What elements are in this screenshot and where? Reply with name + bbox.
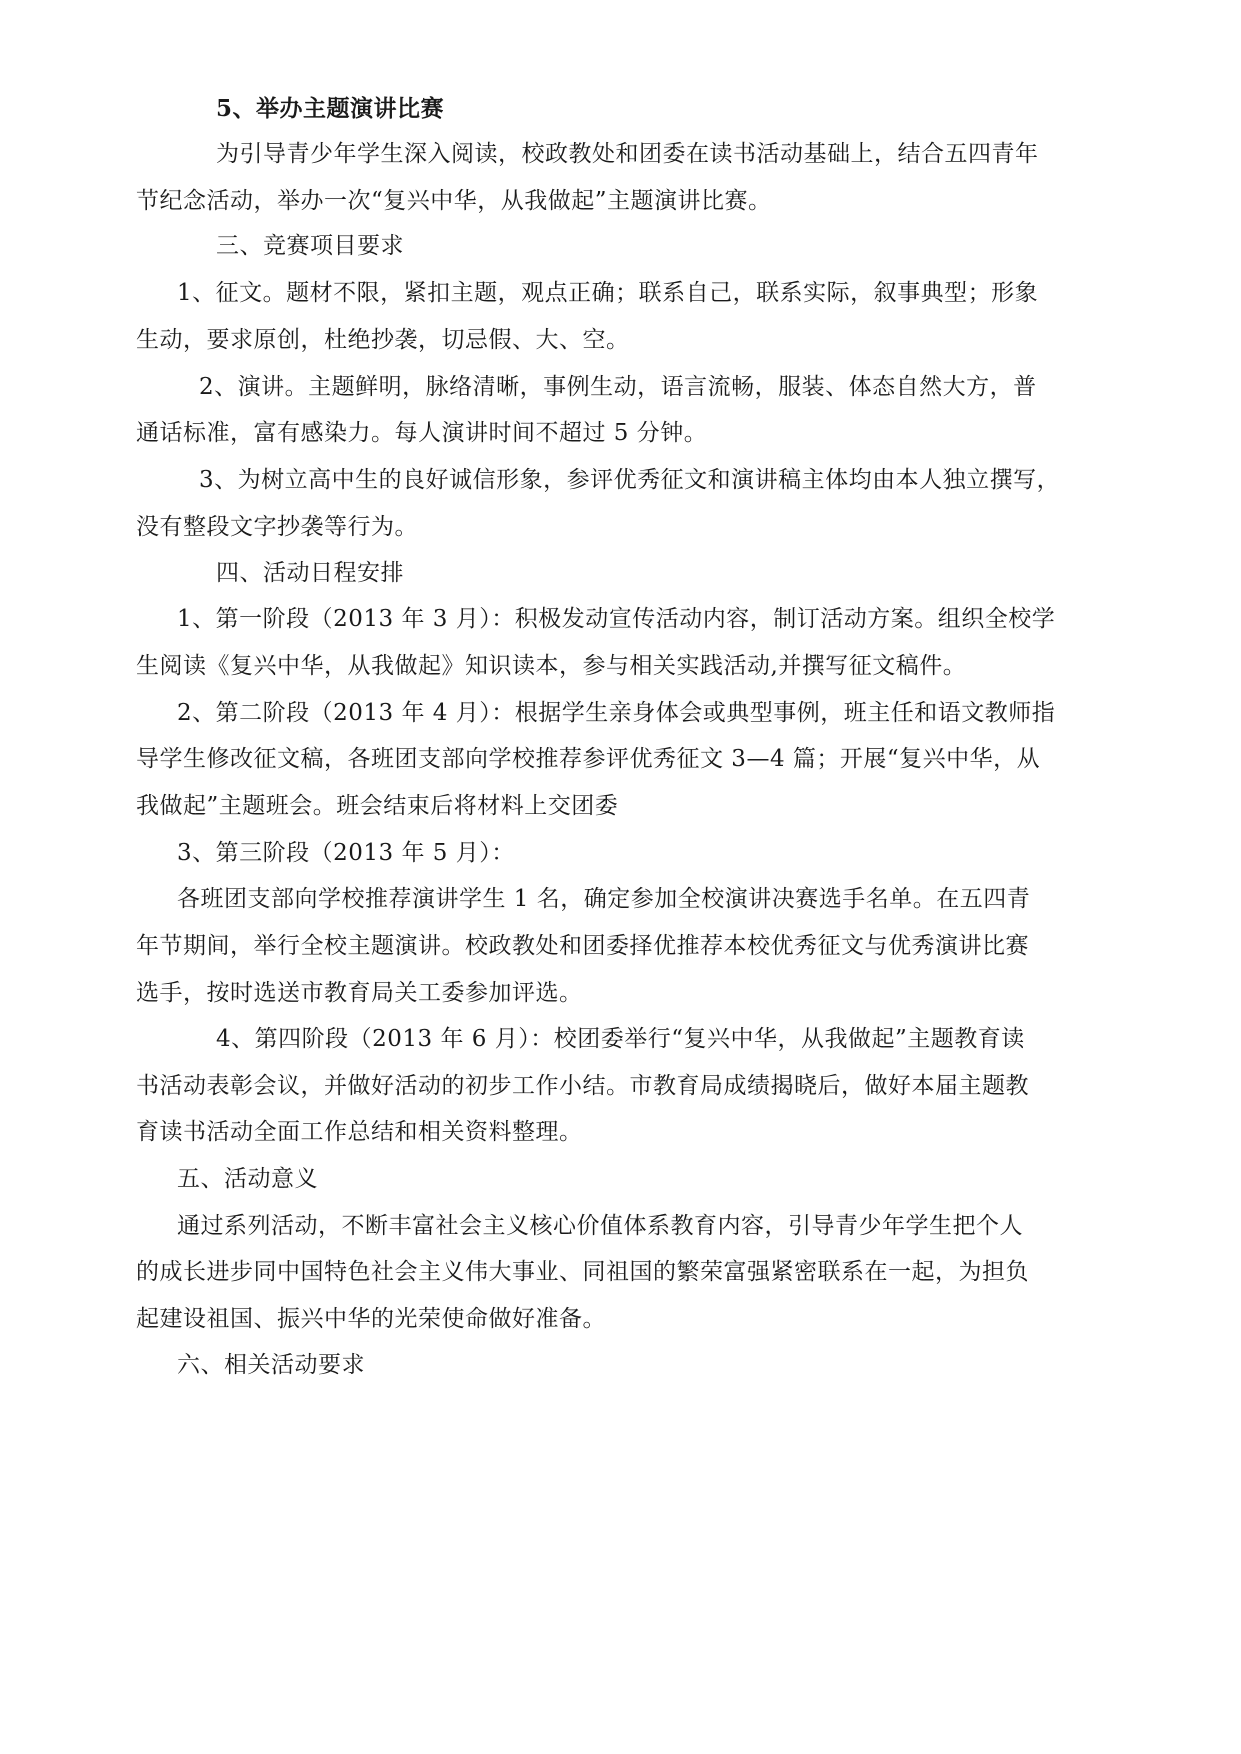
paragraph-line: 书活动表彰会议，并做好活动的初步工作小结。市教育局成绩揭晓后，做好本届主题教 [136,1073,1029,1099]
paragraph-line: 起建设祖国、振兴中华的光荣使命做好准备。 [136,1306,606,1332]
paragraph-line: 4、第四阶段（2013 年 6 月）：校团委举行“复兴中华，从我做起”主题教育读 [216,1026,1025,1052]
section-heading-schedule: 四、活动日程安排 [216,560,404,586]
paragraph-line: 选手，按时选送市教育局关工委参加评选。 [136,980,583,1006]
paragraph-line: 2、第二阶段（2013 年 4 月）：根据学生亲身体会或典型事例，班主任和语文教师指 [177,700,1056,726]
section-heading-requirements: 三、竞赛项目要求 [216,233,404,259]
paragraph-line: 通过系列活动，不断丰富社会主义核心价值体系教育内容，引导青少年学生把个人 [177,1213,1023,1239]
paragraph-line: 育读书活动全面工作总结和相关资料整理。 [136,1119,583,1145]
paragraph-line: 的成长进步同中国特色社会主义伟大事业、同祖国的繁荣富强紧密联系在一起，为担负 [136,1259,1029,1285]
paragraph-line: 生动，要求原创，杜绝抄袭，切忌假、大、空。 [136,327,630,353]
section-heading-speech-contest: 5、举办主题演讲比赛 [216,95,445,122]
paragraph-line: 生阅读《复兴中华，从我做起》知识读本，参与相关实践活动,并撰写征文稿件。 [136,653,967,679]
paragraph-line: 年节期间，举行全校主题演讲。校政教处和团委择优推荐本校优秀征文与优秀演讲比赛 [136,933,1029,959]
paragraph-line: 通话标准，富有感染力。每人演讲时间不超过 5 分钟。 [136,420,708,446]
paragraph-line: 我做起”主题班会。班会结束后将材料上交团委 [136,793,619,819]
section-heading-significance: 五、活动意义 [177,1166,318,1192]
paragraph-line: 导学生修改征文稿，各班团支部向学校推荐参评优秀征文 3—4 篇；开展“复兴中华，从 [136,746,1041,772]
paragraph-line: 1、第一阶段（2013 年 3 月）：积极发动宣传活动内容，制订活动方案。组织全校学 [177,606,1056,632]
paragraph-line: 没有整段文字抄袭等行为。 [136,514,418,540]
paragraph-line: 2、演讲。主题鲜明，脉络清晰，事例生动，语言流畅，服装、体态自然大方，普 [199,374,1037,400]
paragraph-line: 节纪念活动，举办一次“复兴中华，从我做起”主题演讲比赛。 [136,188,772,214]
section-heading-activity-requirements: 六、相关活动要求 [177,1352,365,1378]
paragraph-line: 各班团支部向学校推荐演讲学生 1 名，确定参加全校演讲决赛选手名单。在五四青 [177,886,1031,912]
paragraph-line: 3、第三阶段（2013 年 5 月）： [177,840,515,866]
paragraph-line: 1、征文。题材不限，紧扣主题，观点正确；联系自己，联系实际，叙事典型；形象 [177,280,1039,306]
paragraph-line: 为引导青少年学生深入阅读，校政教处和团委在读书活动基础上，结合五四青年 [216,141,1039,167]
paragraph-line: 3、为树立高中生的良好诚信形象，参评优秀征文和演讲稿主体均由本人独立撰写， [199,467,1061,493]
